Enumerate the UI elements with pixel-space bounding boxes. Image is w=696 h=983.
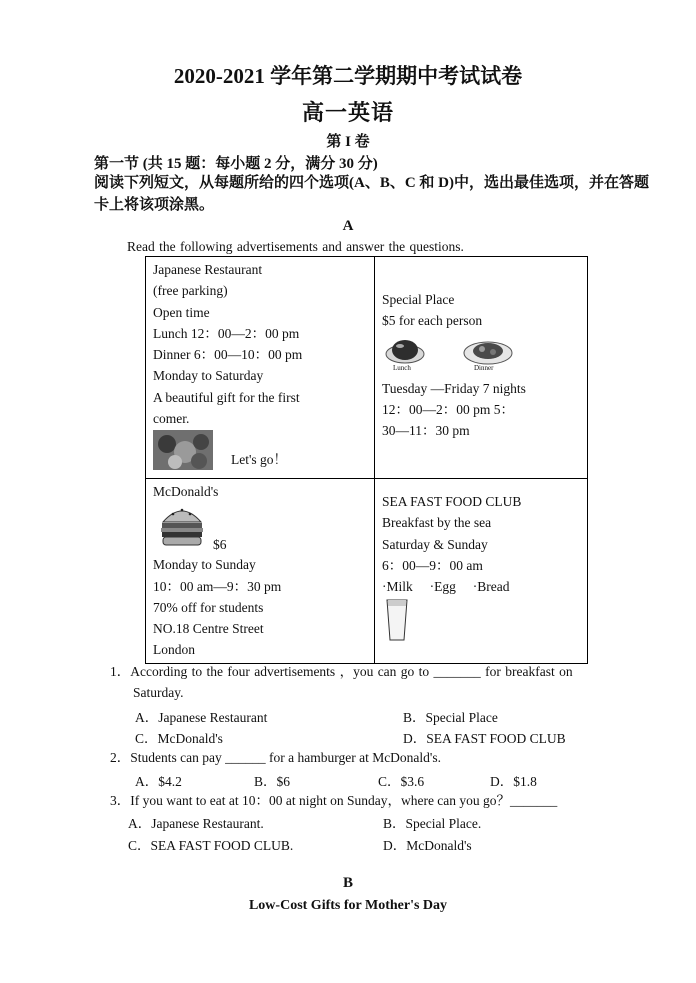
ad-line: 6：00—9：00 am [382, 557, 483, 573]
dinner-dish-icon [462, 336, 514, 366]
food-photo-image [153, 430, 213, 470]
lunch-label: Lunch [393, 363, 411, 372]
dinner-label: Dinner [474, 363, 494, 372]
ad-line: Saturday & Sunday [382, 536, 488, 552]
passage-a-letter: A [342, 218, 354, 234]
ad-line: Tuesday —Friday 7 nights [382, 380, 526, 396]
ad-sea-fast-food-club [375, 479, 588, 664]
ad-line: $5 for each person [382, 313, 483, 329]
question-2-stem: 2．Students can pay ______ for a hamburger at McDonald's. [110, 750, 441, 765]
ad-items [382, 576, 580, 597]
question-3-stem: 3．If you want to eat at 10：00 at night on Sunday，where can you go？_______ [110, 793, 558, 808]
ad-line: Japanese Restaurant [153, 262, 263, 277]
ad-line: Monday to Sunday [153, 557, 256, 573]
ad-line: (free parking) [153, 283, 228, 299]
hamburger-icon [159, 502, 205, 548]
ad-line: London [153, 642, 195, 658]
q1-option-a[interactable]: A．Japanese Restaurant [135, 710, 268, 725]
ad-line: NO.18 Centre Street [153, 621, 264, 637]
ad-special-place [375, 257, 588, 479]
item-bread: ·Bread [472, 579, 510, 595]
passage-b-letter: B [342, 875, 353, 891]
section-heading: 第一节 (共 15 题：每小题 2 分，满分 30 分) [94, 156, 378, 172]
ad-line: A beautiful gift for the first [153, 389, 300, 405]
q2-option-c[interactable]: C．$3.6 [378, 774, 425, 789]
q2-option-d[interactable]: D．$1.8 [490, 774, 537, 789]
ad-line: Breakfast by the sea [382, 515, 492, 531]
q3-option-d[interactable]: D．McDonald's [383, 838, 472, 853]
q1-option-d[interactable]: D．SEA FAST FOOD CLUB [403, 731, 566, 746]
q2-option-a[interactable]: A．$4.2 [135, 774, 182, 789]
ad-line: Dinner 6：00—10：00 pm [153, 347, 303, 363]
ad-line: Special Place [382, 292, 455, 307]
ad-line: comer. [153, 411, 190, 427]
item-egg: ·Egg [429, 579, 456, 595]
ad-japanese-restaurant [146, 257, 375, 479]
q3-option-a[interactable]: A．Japanese Restaurant. [128, 816, 264, 831]
exam-title: 2020-2021 学年第二学期期中考试试卷 [173, 64, 523, 88]
lunch-dish-icon [384, 334, 426, 366]
passage-a-intro: Read the following advertisements and answer the questions. [127, 239, 464, 254]
question-1-stem: 1．According to the four advertisements ，you can go to _______ for breakfast on [110, 664, 573, 679]
q1-option-b[interactable]: B．Special Place [403, 710, 498, 725]
ad-line: 30—11：30 pm [382, 423, 470, 439]
item-milk: ·Milk [382, 579, 413, 595]
ad-mcdonalds [146, 479, 375, 664]
q3-option-c[interactable]: C．SEA FAST FOOD CLUB. [128, 838, 294, 853]
volume-heading: 第 I 卷 [326, 134, 370, 150]
ad-line: Monday to Saturday [153, 368, 264, 384]
question-1-stem-cont: Saturday. [133, 685, 184, 700]
q1-option-c[interactable]: C．McDonald's [135, 731, 223, 746]
ad-title: SEA FAST FOOD CLUB [382, 494, 522, 509]
advertisements-table [145, 256, 588, 664]
instructions: 阅读下列短文，从每题所给的四个选项(A、B、C 和 D)中，选出最佳选项，并在答题卡上将该项涂黑。 [94, 175, 649, 213]
milk-glass-icon [384, 597, 410, 643]
ad-line: 12：00—2：00 pm 5： [382, 401, 515, 417]
ad-line: 10：00 am—9：30 pm [153, 578, 282, 594]
mcdonalds-price: $6 [213, 537, 227, 553]
ad-line: Open time [153, 304, 210, 320]
ad-tagline: Let's go！ [231, 452, 288, 468]
passage-b-title: Low-Cost Gifts for Mother's Day [248, 898, 448, 913]
ad-line: 70% off for students [153, 599, 264, 615]
ad-title: McDonald's [153, 484, 219, 499]
subject-title: 高一英语 [301, 100, 394, 125]
ad-line: Lunch 12：00—2：00 pm [153, 325, 300, 341]
q3-option-b[interactable]: B．Special Place. [383, 816, 482, 831]
q2-option-b[interactable]: B．$6 [254, 774, 291, 789]
